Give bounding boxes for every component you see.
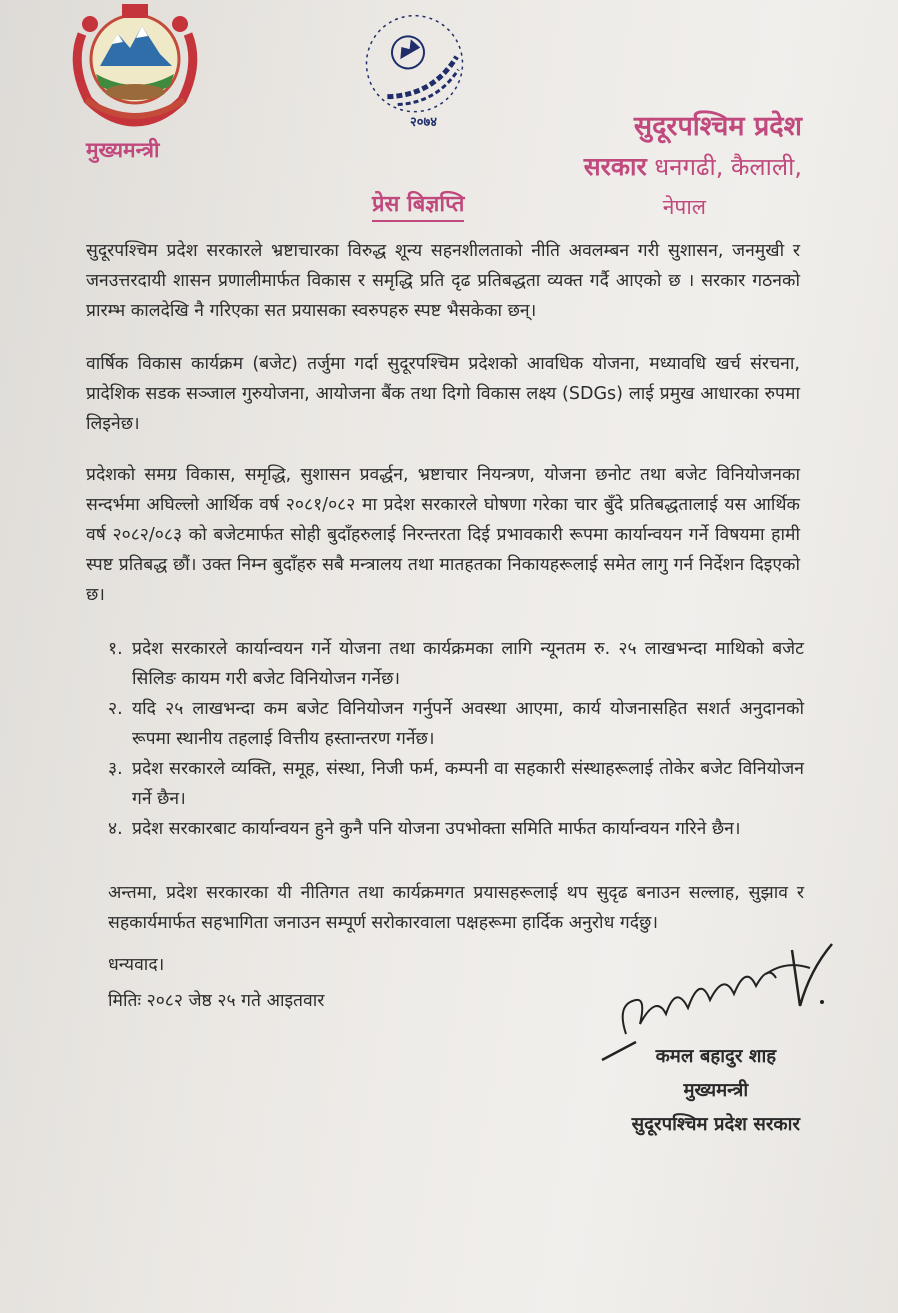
- nepal-emblem-icon: [60, 4, 210, 134]
- office-line2: [584, 149, 802, 183]
- list-item: [108, 694, 804, 754]
- date-text: मितिः २०८२ जेष्ठ २५ गते आइतवार: [108, 991, 325, 1011]
- signer-block: [632, 1040, 800, 1142]
- signer-name: कमल बहादुर शाह: [655, 1046, 777, 1067]
- list-number: ४.: [108, 819, 123, 839]
- list-item: [108, 634, 804, 694]
- list-text: प्रदेश सरकारले कार्यान्वयन गर्ने योजना तथा कार्यक्रमका लागि न्यूनतम रु. २५ लाखभन्दा माथिको बजेट सिलिङ कायम गरी बजेट विनियोजन गर्नेछ।: [132, 639, 804, 689]
- list-number: ३.: [108, 759, 123, 779]
- office-province: सुदूरपश्चिम प्रदेश: [633, 111, 802, 142]
- paragraph-3: प्रदेशको समग्र विकास, समृद्धि, सुशासन प्रवर्द्धन, भ्रष्टाचार नियन्त्रण, योजना छनोट तथा बजेट विनियोजनका सन्दर्भमा अघिल्लो आर्थिक वर्ष २०८१/०८२ मा प्रदेश सरकारले घोषणा गरेका चार बुँदे प्रतिबद्धतालाई यस आर्थिक वर्ष २०८२/०८३ को बजेटमार्फत सोही बुदाँहरुलाई निरन्तरता दिई प्रभावकारी रूपमा कार्यान्वयन गर्ने विषयमा हामी स्पष्ट प्रतिबद्ध छौं। उक्त निम्न बुदाँहरु सबै मन्त्रालय तथा मातहतका निकायहरूलाई समेत लागु गर्न निर्देशन दिइएको छ।: [86, 465, 800, 605]
- paragraph-1: सुदूरपश्चिम प्रदेश सरकारले भ्रष्टाचारका विरुद्ध शून्य सहनशीलताको नीति अवलम्बन गरी सुशासन, जनमुखी र जनउत्तरदायी शासन प्रणालीमार्फत विकास र समृद्धि प्रति दृढ प्रतिबद्धता व्यक्त गर्दै आएको छ । सरकार गठनको प्रारम्भ कालदेखि नै गरिएका सत प्रयासका स्वरुपहरु स्पष्ट भैसकेका छन्।: [86, 241, 800, 321]
- office-country: नेपाल: [662, 195, 706, 219]
- office-place: धनगढी, कैलाली,: [654, 153, 802, 181]
- list-text: यदि २५ लाखभन्दा कम बजेट विनियोजन गर्नुपर्ने अवस्था आएमा, कार्य योजनासहित सशर्त अनुदानको रूपमा स्थानीय तहलाई वित्तीय हस्तान्तरण गर्नेछ।: [132, 699, 804, 749]
- list-item: [108, 814, 804, 844]
- closing-paragraph: अन्तमा, प्रदेश सरकारका यी नीतिगत तथा कार्यक्रमगत प्रयासहरूलाई थप सुदृढ बनाउन सल्लाह, सुझाव र सहकार्यमार्फत सहभागिता जनाउन सम्पूर्ण सरोकारवाला पक्षहरूमा हार्दिक अनुरोध गर्दछु।: [108, 883, 804, 933]
- commitment-list: [108, 634, 804, 844]
- list-text: प्रदेश सरकारबाट कार्यान्वयन हुने कुनै पनि योजना उपभोक्ता समिति मार्फत कार्यान्वयन गरिने छैन।: [132, 819, 741, 839]
- office-sarkar: सरकार: [583, 152, 647, 181]
- page-title: प्रेस बिज्ञप्ति: [372, 188, 464, 222]
- signer-office: सुदूरपश्चिम प्रदेश सरकार: [631, 1114, 800, 1135]
- seal-year: २०७४: [410, 115, 438, 130]
- list-number: २.: [108, 699, 123, 719]
- office-address: [584, 106, 802, 221]
- signer-position: मुख्यमन्त्री: [683, 1080, 749, 1101]
- list-text: प्रदेश सरकारले व्यक्ति, समूह, संस्था, निजी फर्म, कम्पनी वा सहकारी संस्थाहरूलाई तोकेर बजेट विनियोजन गर्ने छैन।: [132, 759, 804, 809]
- chief-minister-label: मुख्यमन्त्री: [86, 138, 160, 162]
- paragraph-2: वार्षिक विकास कार्यक्रम (बजेट) तर्जुमा गर्दा सुदूरपश्चिम प्रदेशको आवधिक योजना, मध्यावधि खर्च संरचना, प्रादेशिक सडक सञ्जाल गुरुयोजना, आयोजना बैंक तथा दिगो विकास लक्ष्य (SDGs) लाई प्रमुख आधारका रुपमा लिइनेछ।: [86, 354, 800, 434]
- list-number: १.: [108, 639, 123, 659]
- list-item: [108, 754, 804, 814]
- thanks-text: धन्यवाद।: [108, 955, 165, 975]
